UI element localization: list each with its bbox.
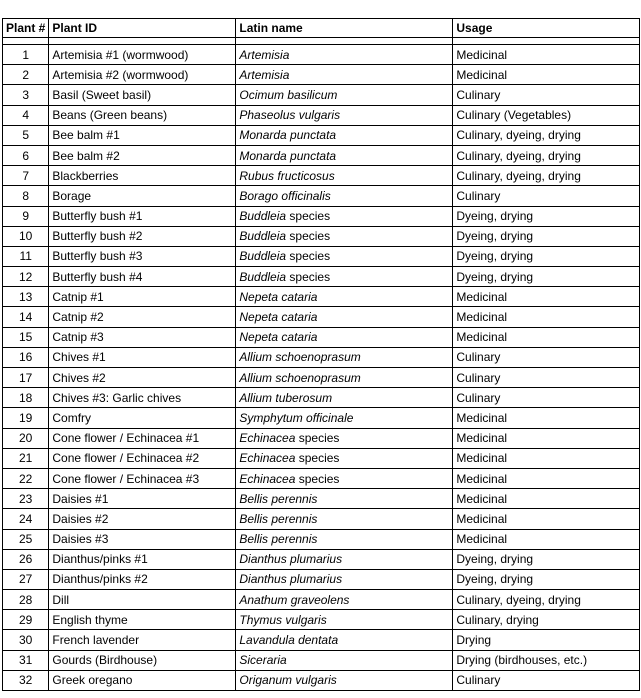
table-row — [3, 246, 640, 266]
latin-name-cell — [236, 408, 453, 428]
latin-name-text: Anathum graveolens — [239, 592, 350, 607]
table-row — [3, 145, 640, 165]
plant-table-container — [2, 18, 640, 691]
table-row — [3, 166, 640, 186]
usage-cell: Medicinal — [453, 65, 640, 85]
usage-cell: Medicinal — [453, 468, 640, 488]
table-row — [3, 468, 640, 488]
plant-id-cell: Cone flower / Echinacea #2 — [49, 448, 236, 468]
latin-name-cell — [236, 428, 453, 448]
table-row — [3, 186, 640, 206]
usage-cell: Medicinal — [453, 45, 640, 65]
plant-id-cell: English thyme — [49, 610, 236, 630]
latin-name-cell — [236, 590, 453, 610]
plant-id-cell: Daisies #2 — [49, 509, 236, 529]
latin-name-cell — [236, 166, 453, 186]
header-plant-number: Plant # — [3, 19, 49, 38]
spacer-row — [3, 38, 640, 45]
plant-number-cell: 30 — [3, 630, 49, 650]
latin-name-cell — [236, 65, 453, 85]
latin-name-cell — [236, 448, 453, 468]
plant-table — [2, 18, 640, 691]
usage-cell: Medicinal — [453, 408, 640, 428]
latin-name-text: Nepeta cataria — [239, 330, 318, 345]
latin-name-cell — [236, 368, 453, 388]
plant-number-cell: 16 — [3, 347, 49, 367]
header-plant-id: Plant ID — [49, 19, 236, 38]
usage-cell: Culinary — [453, 186, 640, 206]
latin-name-cell — [236, 267, 453, 287]
latin-name-cell — [236, 327, 453, 347]
table-row — [3, 347, 640, 367]
plant-id-cell: Artemisia #1 (wormwood) — [49, 45, 236, 65]
usage-cell: Culinary, dyeing, drying — [453, 145, 640, 165]
table-row — [3, 125, 640, 145]
plant-id-cell: Dianthus/pinks #1 — [49, 549, 236, 569]
table-row — [3, 226, 640, 246]
latin-name-cell — [236, 125, 453, 145]
table-row — [3, 428, 640, 448]
latin-name-suffix: species — [295, 451, 340, 466]
latin-name-suffix: species — [286, 249, 331, 264]
latin-name-text: Ocimum basilicum — [239, 87, 338, 102]
plant-id-cell: Catnip #2 — [49, 307, 236, 327]
plant-number-cell: 23 — [3, 489, 49, 509]
latin-name-text: Buddleia — [239, 269, 287, 284]
plant-id-cell: Dianthus/pinks #2 — [49, 569, 236, 589]
table-row — [3, 105, 640, 125]
plant-id-cell: Borage — [49, 186, 236, 206]
latin-name-text: Monarda punctata — [239, 128, 337, 143]
usage-cell: Medicinal — [453, 509, 640, 529]
plant-number-cell: 10 — [3, 226, 49, 246]
latin-name-text: Nepeta cataria — [239, 289, 318, 304]
latin-name-text: Buddleia — [239, 249, 287, 264]
plant-id-cell: Blackberries — [49, 166, 236, 186]
plant-number-cell: 18 — [3, 388, 49, 408]
usage-cell: Medicinal — [453, 307, 640, 327]
plant-id-cell: Cone flower / Echinacea #1 — [49, 428, 236, 448]
plant-id-cell: Daisies #1 — [49, 489, 236, 509]
plant-number-cell: 12 — [3, 267, 49, 287]
plant-id-cell: Bee balm #2 — [49, 145, 236, 165]
plant-id-cell: Chives #1 — [49, 347, 236, 367]
plant-number-cell: 22 — [3, 468, 49, 488]
table-row — [3, 529, 640, 549]
usage-cell: Medicinal — [453, 448, 640, 468]
usage-cell: Culinary — [453, 85, 640, 105]
plant-id-cell: Catnip #3 — [49, 327, 236, 347]
latin-name-cell — [236, 246, 453, 266]
plant-number-cell: 32 — [3, 670, 49, 690]
latin-name-text: Symphytum officinale — [239, 410, 354, 425]
usage-cell: Drying — [453, 630, 640, 650]
plant-number-cell: 1 — [3, 45, 49, 65]
plant-number-cell: 17 — [3, 368, 49, 388]
latin-name-text: Borago officinalis — [239, 188, 331, 203]
latin-name-cell — [236, 186, 453, 206]
plant-number-cell: 11 — [3, 246, 49, 266]
latin-name-cell — [236, 569, 453, 589]
latin-name-text: Artemisia — [239, 47, 290, 62]
usage-cell: Dyeing, drying — [453, 267, 640, 287]
plant-id-cell: Beans (Green beans) — [49, 105, 236, 125]
table-row — [3, 509, 640, 529]
latin-name-cell — [236, 105, 453, 125]
table-row — [3, 65, 640, 85]
usage-cell: Culinary, dyeing, drying — [453, 125, 640, 145]
plant-id-cell: French lavender — [49, 630, 236, 650]
table-row — [3, 650, 640, 670]
latin-name-cell — [236, 347, 453, 367]
table-row — [3, 307, 640, 327]
latin-name-cell — [236, 509, 453, 529]
plant-number-cell: 25 — [3, 529, 49, 549]
usage-cell: Culinary, drying — [453, 610, 640, 630]
latin-name-cell — [236, 145, 453, 165]
latin-name-suffix: species — [286, 269, 331, 284]
table-row — [3, 388, 640, 408]
latin-name-suffix: species — [295, 431, 340, 446]
table-row — [3, 368, 640, 388]
latin-name-text: Rubus fructicosus — [239, 168, 335, 183]
plant-number-cell: 5 — [3, 125, 49, 145]
table-row — [3, 489, 640, 509]
table-body — [3, 38, 640, 691]
latin-name-cell — [236, 670, 453, 690]
latin-name-cell — [236, 549, 453, 569]
plant-number-cell: 2 — [3, 65, 49, 85]
plant-id-cell: Gourds (Birdhouse) — [49, 650, 236, 670]
plant-number-cell: 29 — [3, 610, 49, 630]
latin-name-text: Phaseolus vulgaris — [239, 108, 341, 123]
table-row — [3, 287, 640, 307]
usage-cell: Culinary — [453, 388, 640, 408]
latin-name-text: Dianthus plumarius — [239, 572, 343, 587]
table-row — [3, 85, 640, 105]
table-row — [3, 590, 640, 610]
plant-id-cell: Butterfly bush #3 — [49, 246, 236, 266]
latin-name-text: Origanum vulgaris — [239, 673, 337, 688]
plant-id-cell: Chives #2 — [49, 368, 236, 388]
usage-cell: Culinary (Vegetables) — [453, 105, 640, 125]
usage-cell: Dyeing, drying — [453, 226, 640, 246]
table-row — [3, 45, 640, 65]
plant-id-cell: Basil (Sweet basil) — [49, 85, 236, 105]
plant-id-cell: Butterfly bush #4 — [49, 267, 236, 287]
plant-number-cell: 21 — [3, 448, 49, 468]
plant-number-cell: 9 — [3, 206, 49, 226]
latin-name-cell — [236, 307, 453, 327]
latin-name-cell — [236, 206, 453, 226]
header-usage: Usage — [453, 19, 640, 38]
table-header-row — [3, 19, 640, 38]
plant-id-cell: Comfry — [49, 408, 236, 428]
table-row — [3, 569, 640, 589]
plant-number-cell: 6 — [3, 145, 49, 165]
latin-name-suffix: species — [286, 229, 331, 244]
plant-id-cell: Cone flower / Echinacea #3 — [49, 468, 236, 488]
plant-number-cell: 24 — [3, 509, 49, 529]
table-row — [3, 206, 640, 226]
plant-id-cell: Chives #3: Garlic chives — [49, 388, 236, 408]
usage-cell: Medicinal — [453, 287, 640, 307]
latin-name-text: Lavandula dentata — [239, 633, 339, 648]
latin-name-text: Buddleia — [239, 209, 287, 224]
plant-id-cell: Butterfly bush #2 — [49, 226, 236, 246]
latin-name-text: Allium tuberosum — [239, 390, 333, 405]
latin-name-text: Monarda punctata — [239, 148, 337, 163]
header-latin-name: Latin name — [236, 19, 453, 38]
latin-name-suffix: species — [295, 471, 340, 486]
latin-name-cell — [236, 650, 453, 670]
table-row — [3, 610, 640, 630]
latin-name-cell — [236, 489, 453, 509]
latin-name-cell — [236, 85, 453, 105]
latin-name-text: Echinacea — [239, 451, 296, 466]
plant-number-cell: 19 — [3, 408, 49, 428]
table-row — [3, 408, 640, 428]
plant-number-cell: 20 — [3, 428, 49, 448]
latin-name-text: Echinacea — [239, 431, 296, 446]
latin-name-text: Allium schoenoprasum — [239, 370, 361, 385]
latin-name-cell — [236, 226, 453, 246]
plant-number-cell: 26 — [3, 549, 49, 569]
usage-cell: Medicinal — [453, 428, 640, 448]
usage-cell: Dyeing, drying — [453, 569, 640, 589]
table-row — [3, 327, 640, 347]
plant-id-cell: Dill — [49, 590, 236, 610]
latin-name-cell — [236, 529, 453, 549]
latin-name-cell — [236, 287, 453, 307]
table-row — [3, 267, 640, 287]
plant-id-cell: Artemisia #2 (wormwood) — [49, 65, 236, 85]
usage-cell: Medicinal — [453, 529, 640, 549]
plant-number-cell: 27 — [3, 569, 49, 589]
plant-number-cell: 31 — [3, 650, 49, 670]
latin-name-text: Bellis perennis — [239, 511, 318, 526]
plant-id-cell: Greek oregano — [49, 670, 236, 690]
table-row — [3, 670, 640, 690]
plant-id-cell: Bee balm #1 — [49, 125, 236, 145]
latin-name-text: Dianthus plumarius — [239, 552, 343, 567]
latin-name-text: Thymus vulgaris — [239, 612, 327, 627]
plant-id-cell: Catnip #1 — [49, 287, 236, 307]
latin-name-cell — [236, 45, 453, 65]
latin-name-cell — [236, 610, 453, 630]
latin-name-cell — [236, 468, 453, 488]
latin-name-text: Nepeta cataria — [239, 310, 318, 325]
latin-name-text: Buddleia — [239, 229, 287, 244]
latin-name-cell — [236, 630, 453, 650]
plant-id-cell: Butterfly bush #1 — [49, 206, 236, 226]
usage-cell: Medicinal — [453, 327, 640, 347]
plant-number-cell: 15 — [3, 327, 49, 347]
plant-number-cell: 7 — [3, 166, 49, 186]
usage-cell: Culinary, dyeing, drying — [453, 590, 640, 610]
usage-cell: Drying (birdhouses, etc.) — [453, 650, 640, 670]
plant-number-cell: 13 — [3, 287, 49, 307]
plant-number-cell: 28 — [3, 590, 49, 610]
latin-name-text: Bellis perennis — [239, 491, 318, 506]
latin-name-text: Siceraria — [239, 653, 287, 668]
usage-cell: Dyeing, drying — [453, 206, 640, 226]
latin-name-text: Allium schoenoprasum — [239, 350, 361, 365]
latin-name-suffix: species — [286, 209, 331, 224]
table-row — [3, 448, 640, 468]
usage-cell: Culinary — [453, 670, 640, 690]
usage-cell: Dyeing, drying — [453, 549, 640, 569]
usage-cell: Medicinal — [453, 489, 640, 509]
usage-cell: Culinary, dyeing, drying — [453, 166, 640, 186]
latin-name-text: Bellis perennis — [239, 532, 318, 547]
usage-cell: Culinary — [453, 368, 640, 388]
plant-number-cell: 3 — [3, 85, 49, 105]
latin-name-text: Artemisia — [239, 67, 290, 82]
latin-name-cell — [236, 388, 453, 408]
plant-id-cell: Daisies #3 — [49, 529, 236, 549]
usage-cell: Culinary — [453, 347, 640, 367]
plant-number-cell: 8 — [3, 186, 49, 206]
plant-number-cell: 4 — [3, 105, 49, 125]
table-row — [3, 549, 640, 569]
table-row — [3, 630, 640, 650]
usage-cell: Dyeing, drying — [453, 246, 640, 266]
latin-name-text: Echinacea — [239, 471, 296, 486]
plant-number-cell: 14 — [3, 307, 49, 327]
